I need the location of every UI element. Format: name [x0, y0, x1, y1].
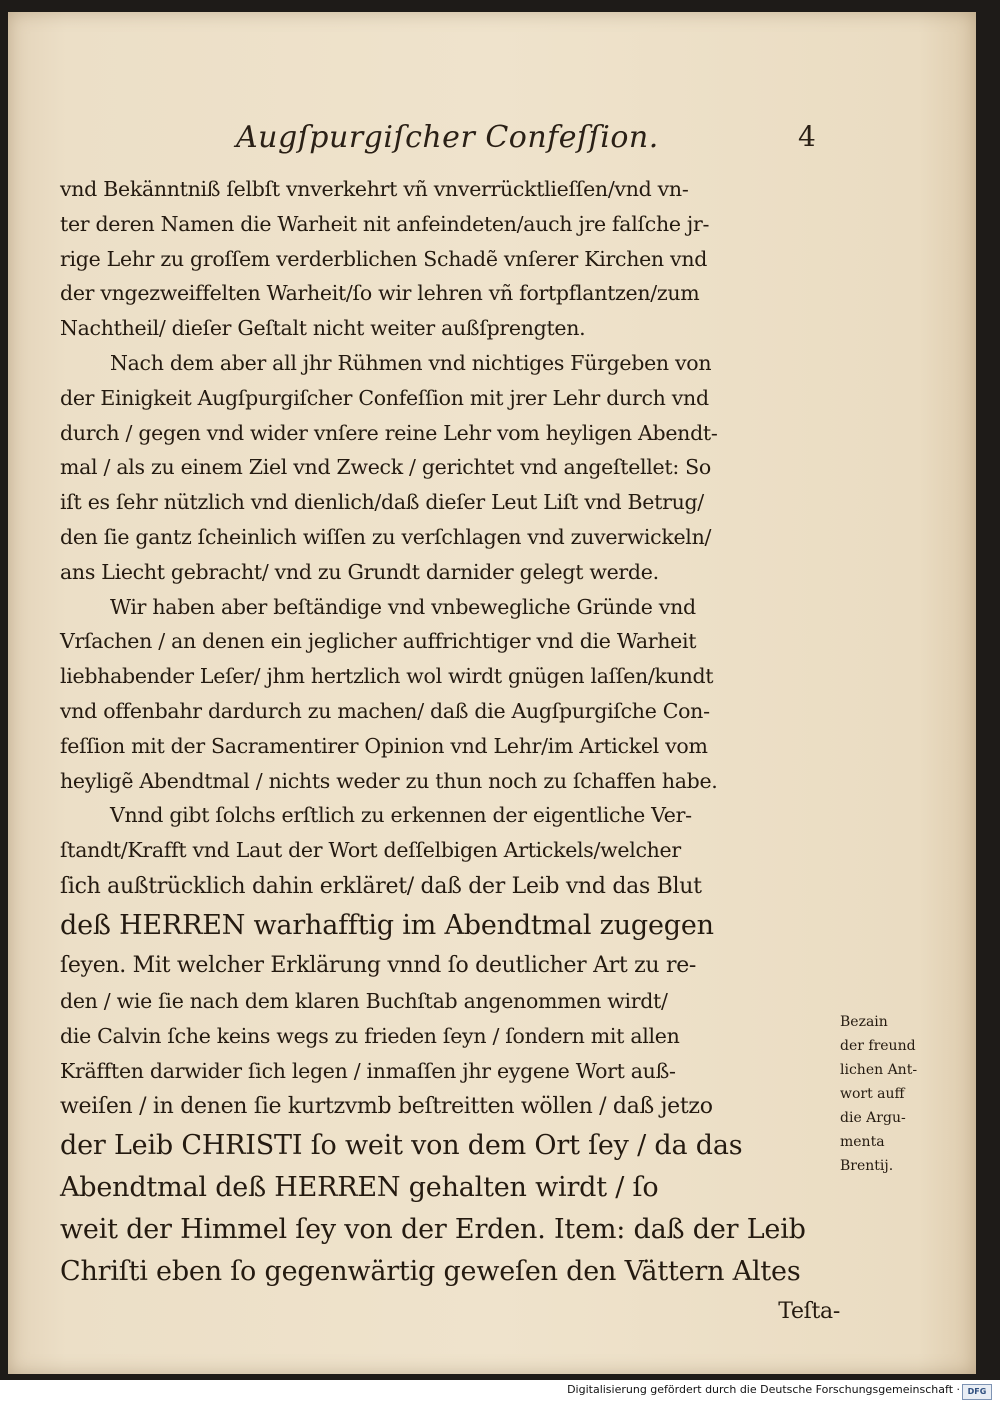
- catchword: Teſta-: [778, 1299, 840, 1325]
- text-line: feſſion mit der Sacramentirer Opinion vnd Lehr/im Artickel vom: [60, 733, 708, 758]
- text-line: mal / als zu einem Ziel vnd Zweck / gerichtet vnd angeſtellet: So: [60, 455, 711, 480]
- text-line: der Leib CHRISTI ſo weit von dem Ort ſey / da das: [60, 1130, 743, 1162]
- text-line: weit der Himmel ſey von der Erden. Item: daß der Leib: [60, 1214, 806, 1246]
- text-line: Abendtmal deß HERREN gehalten wirdt / ſo: [60, 1172, 659, 1204]
- text-line: vnd offenbahr dardurch zu machen/ daß die Augſpurgiſche Con-: [60, 698, 710, 723]
- text-line: heyligẽ Abendtmal / nichts weder zu thun noch zu ſchaffen habe.: [60, 768, 718, 793]
- text-line: Chriſti eben ſo gegenwärtig geweſen den Vättern Altes: [60, 1256, 801, 1288]
- funding-notice: Digitalisierung gefördert durch die Deutsche Forschungsgemeinschaft ·: [567, 1383, 960, 1396]
- text-line: Nachtheil/ dieſer Geſtalt nicht weiter außſprengten.: [60, 316, 586, 341]
- text-line: iſt es ſehr nützlich vnd dienlich/daß dieſer Leut Liſt vnd Betrug/: [60, 490, 704, 515]
- text-line: ans Liecht gebracht/ vnd zu Grundt darnider gelegt werde.: [60, 559, 659, 584]
- text-line: Kräfften darwider ſich legen / inmaſſen jhr eygene Wort auß-: [60, 1058, 676, 1083]
- book-page: [8, 12, 976, 1374]
- marginal-line: wort auff: [840, 1086, 905, 1102]
- running-head: Augſpurgiſcher Confeſſion.: [236, 120, 659, 155]
- text-line: ſich außtrücklich dahin erkläret/ daß der Leib vnd das Blut: [60, 873, 702, 899]
- marginal-line: Brentij.: [840, 1158, 894, 1174]
- marginal-note: [840, 1010, 950, 1178]
- marginal-line: die Argu-: [840, 1110, 906, 1126]
- text-line: ter deren Namen die Warheit nit anfeindeten/auch jre falſche jr-: [60, 211, 710, 236]
- text-line: Nach dem aber all jhr Rühmen vnd nichtiges Fürgeben von: [110, 350, 712, 375]
- marginal-line: menta: [840, 1134, 885, 1150]
- text-line: Vrſachen / an denen ein jeglicher auffrichtiger vnd die Warheit: [60, 629, 697, 654]
- text-line: der vngezweiffelten Warheit/ſo wir lehren vñ fortpflantzen/zum: [60, 281, 700, 306]
- text-line: rige Lehr zu groſſem verderblichen Schadẽ vnſerer Kirchen vnd: [60, 246, 708, 271]
- text-line: liebhabender Leſer/ jhm hertzlich wol wirdt gnügen laſſen/kundt: [60, 664, 714, 689]
- marginal-line: lichen Ant-: [840, 1062, 918, 1078]
- marginal-line: der freund: [840, 1038, 916, 1054]
- page-number: 4: [798, 120, 816, 153]
- text-line: den ſie gantz ſcheinlich wiſſen zu verſchlagen vnd zuverwickeln/: [60, 524, 712, 549]
- text-line: Vnnd gibt ſolchs erſtlich zu erkennen der eigentliche Ver-: [110, 803, 692, 828]
- dfg-logo: DFG: [962, 1384, 992, 1400]
- body-text: [60, 172, 840, 1330]
- text-line: die Calvin ſche keins wegs zu frieden ſeyn / ſondern mit allen: [60, 1023, 680, 1048]
- text-line: weiſen / in denen ſie kurtzvmb beſtreitten wöllen / daß jetzo: [60, 1094, 713, 1120]
- text-line: Wir haben aber beſtändige vnd vnbewegliche Gründe vnd: [110, 594, 696, 619]
- text-line: vnd Bekänntniß ſelbſt vnverkehrt vñ vnverrücktlieſſen/vnd vn-: [60, 177, 689, 201]
- text-line: durch / gegen vnd wider vnſere reine Lehr vom heyligen Abendt-: [60, 420, 718, 445]
- text-line: ſeyen. Mit welcher Erklärung vnnd ſo deutlicher Art zu re-: [60, 952, 697, 978]
- text-line: ſtandt/Krafft vnd Laut der Wort deſſelbigen Artickels/welcher: [60, 838, 681, 863]
- text-line: deß HERREN warhafftig im Abendtmal zugegen: [60, 909, 714, 941]
- text-line: der Einigkeit Augſpurgiſcher Confeſſion mit jrer Lehr durch vnd: [60, 385, 709, 410]
- funding-footer: [0, 1380, 1000, 1402]
- text-line: den / wie ſie nach dem klaren Buchſtab angenommen wirdt/: [60, 988, 668, 1013]
- marginal-line: Bezain: [840, 1014, 888, 1030]
